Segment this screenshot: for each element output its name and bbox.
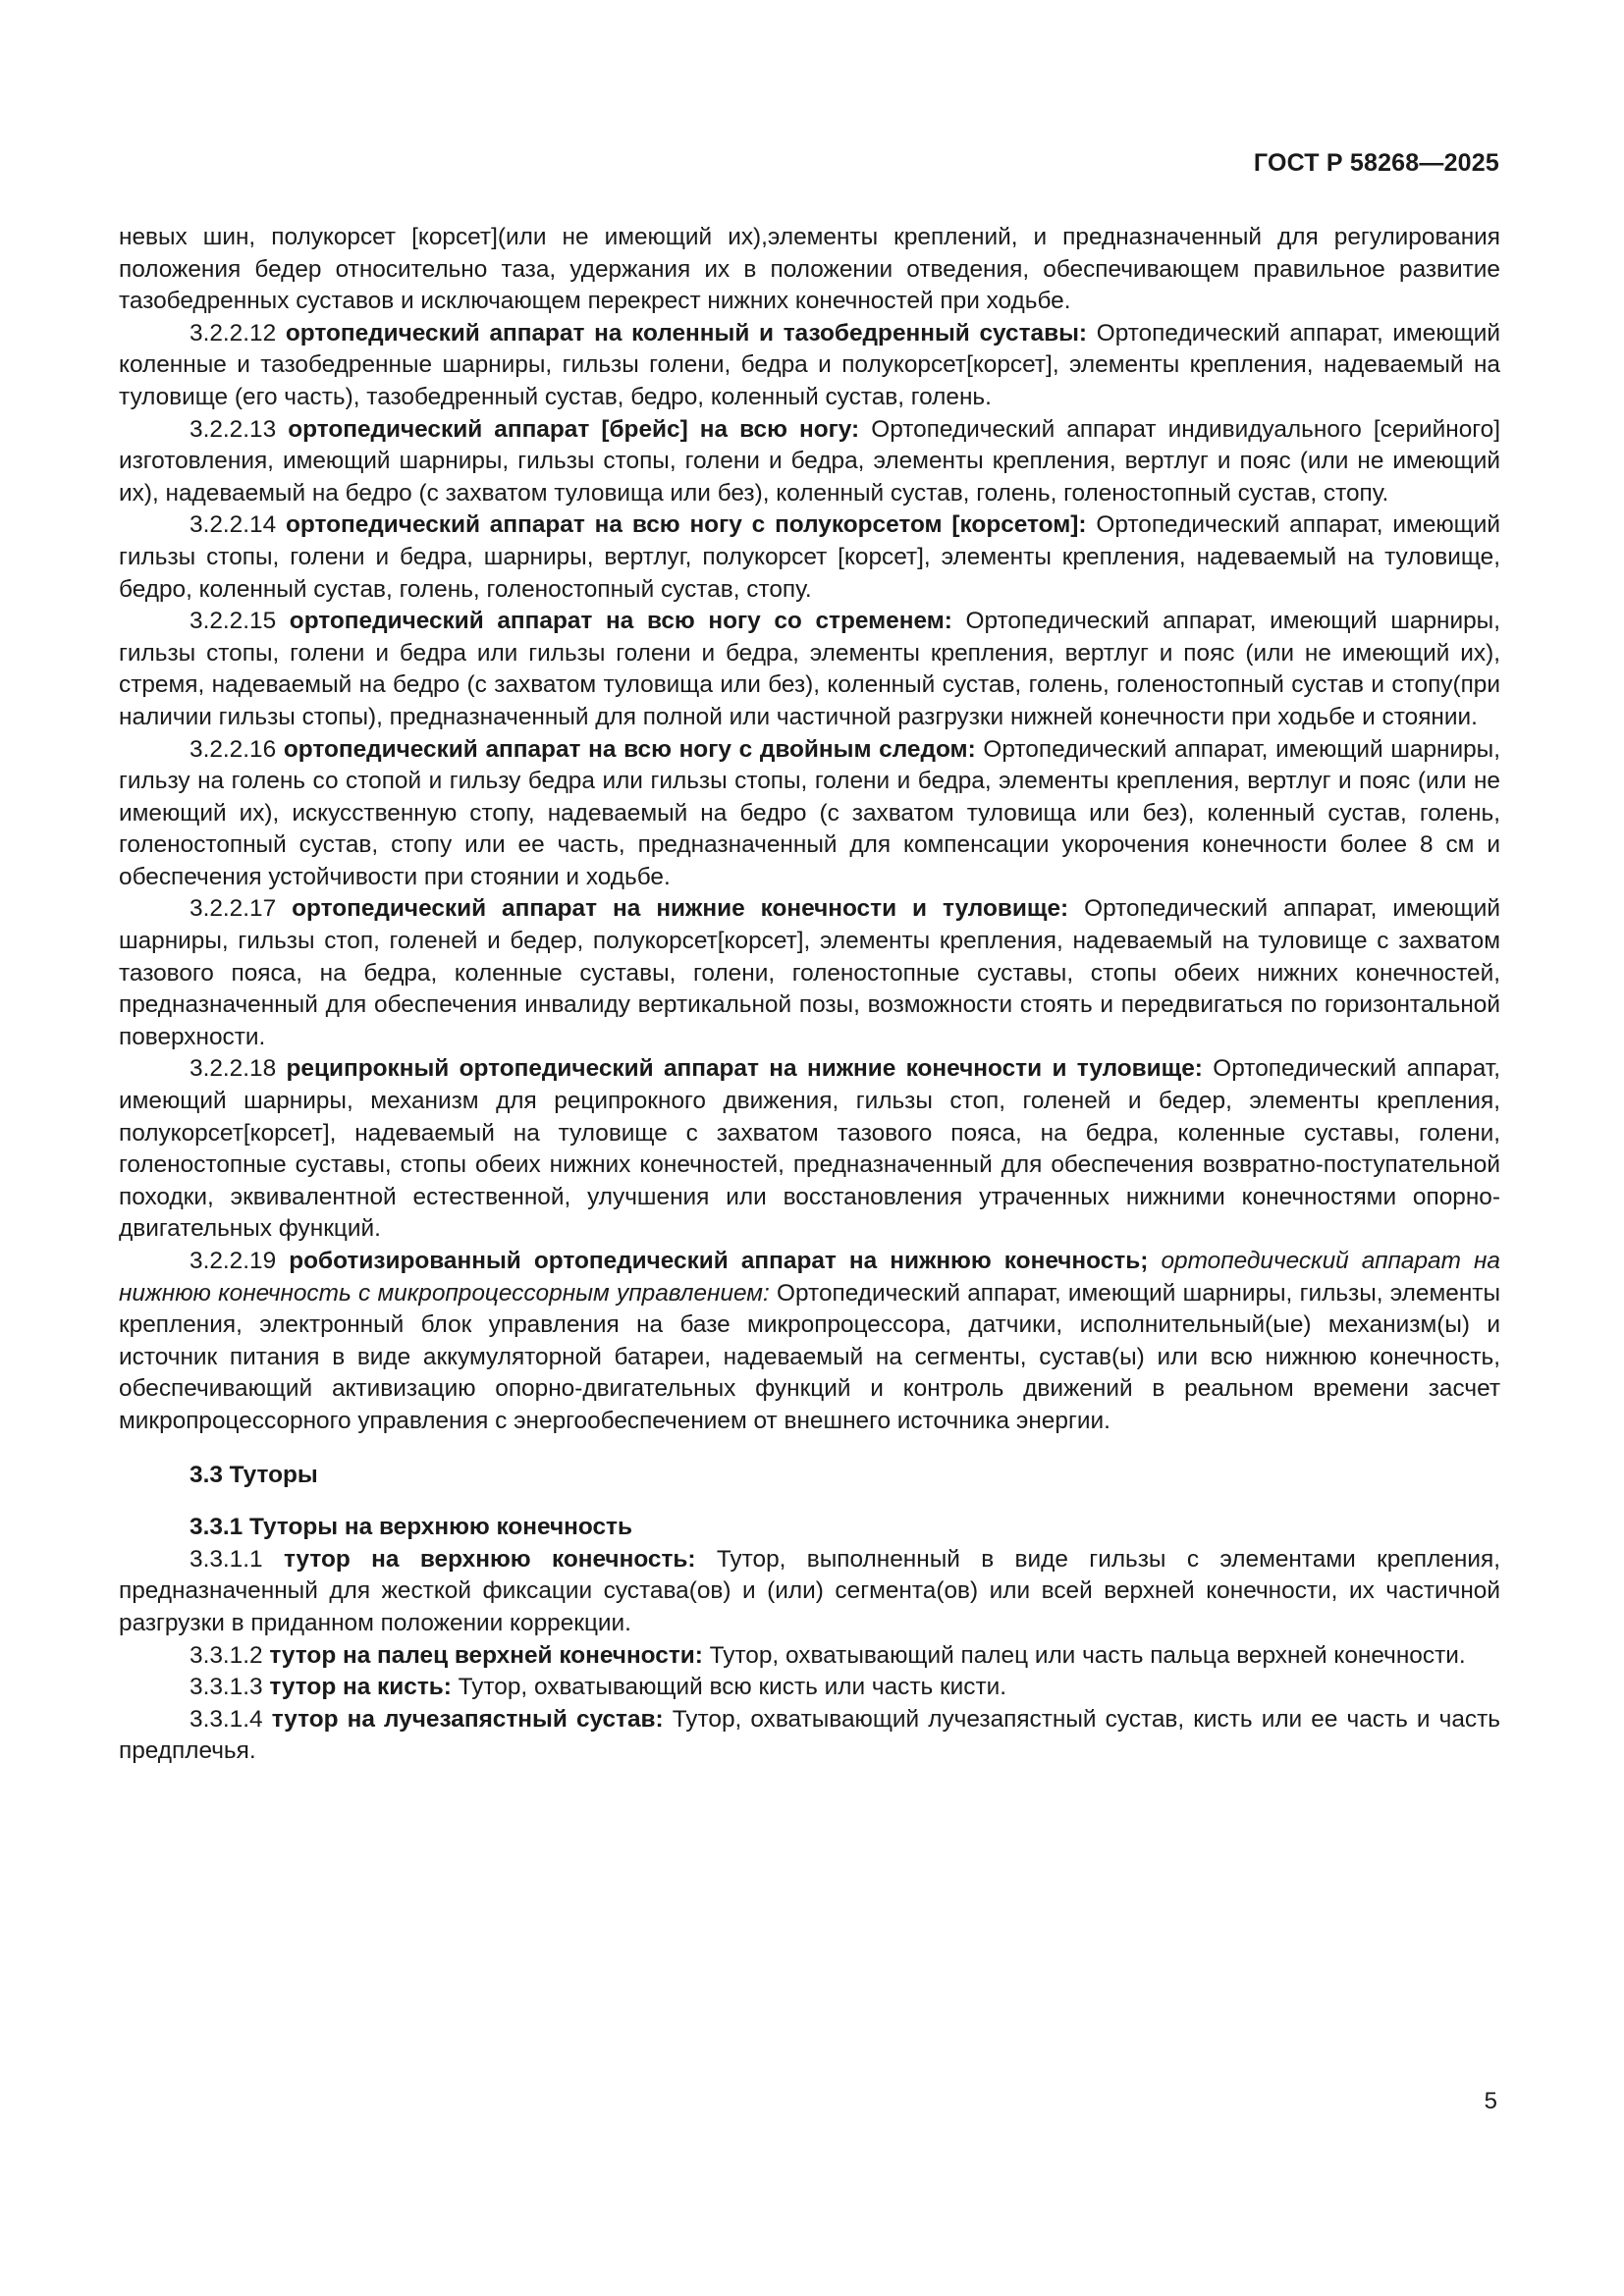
entry-definition: Ортопедический аппарат, имеющий гильзы стопы, голени и бедра, шарниры, вертлуг, полукорсет [корсет], элементы крепления, надеваемый на туловище, бедро, коленный сустав, голень, голеностопный сустав, стопу. xyxy=(119,511,1500,603)
entry-term: тутор на верхнюю конечность: xyxy=(283,1545,696,1573)
entry-number: 3.2.2.13 xyxy=(189,415,277,443)
entry-term: тутор на лучезапястный сустав: xyxy=(271,1705,664,1733)
term-entry-3-2-2-17 xyxy=(119,893,1500,1053)
document-code-header: ГОСТ Р 58268—2025 xyxy=(1253,149,1499,177)
entry-definition: Ортопедический аппарат, имеющий шарниры, гильзы стопы, голени и бедра или гильзы голени и бедра, элементы крепления, вертлуг и пояс (или не имеющий их), стремя, надеваемый на бедро (с захватом туловища или без), коленный сустав, голень, голеностопный сустав и стопу(при наличии гильзы стопы), предназначенный для полной или частичной разгрузки нижней конечности при ходьбе и стоянии. xyxy=(119,608,1500,730)
term-entry-3-3-1-1 xyxy=(119,1544,1500,1640)
entry-definition: Ортопедический аппарат, имеющий шарниры, гильзы, элементы крепления, электронный блок управления на базе микропроцессора, датчики, исполнительный(ые) механизм(ы) и источник питания в виде аккумуляторной батареи, надеваемый на сегменты, сустав(ы) или всю нижнюю конечность, обеспечивающий активизацию опорно-двигательных функций и контроль движений в реальном времени засчет микропроцессорного управления с энергообеспечением от внешнего источника энергии. xyxy=(119,1279,1500,1434)
term-entry-3-2-2-15 xyxy=(119,606,1500,733)
entry-number: 3.2.2.14 xyxy=(189,511,277,539)
entry-number: 3.3.1.1 xyxy=(189,1545,263,1573)
term-entry-3-2-2-16 xyxy=(119,734,1500,894)
document-body xyxy=(119,222,1500,1768)
continuation-paragraph: невых шин, полукорсет [корсет](или не имеющий их),элементы креплений, и предназначенный для регулирования положения бедер относительно таза, удержания их в положении отведения, обеспечивающем правильное развитие тазобедренных суставов и исключающем перекрест нижних конечностей при ходьбе. xyxy=(119,224,1500,315)
subsection-heading-3-3-1: 3.3.1 Туторы на верхнюю конечность xyxy=(189,1514,632,1541)
entry-number: 3.3.1.2 xyxy=(189,1641,263,1669)
entry-term: ортопедический аппарат на нижние конечности и туловище: xyxy=(292,895,1069,923)
entry-definition: Ортопедический аппарат, имеющий шарниры, механизм для реципрокного движения, гильзы стоп, голеней и бедер, элементы крепления, полукорсет[корсет], надеваемый на туловище с захватом тазового пояса, на бедра, коленные суставы, голени, голеностопные суставы, стопы обеих нижних конечностей, предназначенный для обеспечения возвратно-поступательной походки, эквивалентной естественной, улучшения или восстановления утраченных нижними конечностями опорно-двигательных функций. xyxy=(119,1055,1500,1243)
entry-definition: Ортопедический аппарат индивидуального [серийного] изготовления, имеющий шарниры, гильзы стопы, голени и бедра, элементы крепления, вертлуг и пояс (или не имеющий их), надеваемый на бедро (с захватом туловища или без), коленный сустав, голень, голеностопный сустав, стопу. xyxy=(119,415,1500,507)
term-entry-3-2-2-18 xyxy=(119,1053,1500,1246)
entry-term: ортопедический аппарат на коленный и тазобедренный суставы: xyxy=(285,319,1088,347)
term-entry-3-3-1-3 xyxy=(119,1672,1500,1704)
entry-number: 3.2.2.12 xyxy=(189,319,277,347)
entry-number: 3.2.2.17 xyxy=(189,895,277,923)
term-entry-3-2-2-13 xyxy=(119,414,1500,510)
entry-definition: Ортопедический аппарат, имеющий коленные и тазобедренные шарниры, гильзы голени, бедра и полукорсет[корсет], элементы крепления, надеваемый на туловище (его часть), тазобедренный сустав, бедро, коленный сустав, голень. xyxy=(119,319,1500,410)
entry-alternate-term: ортопедический аппарат на нижнюю конечность с микропроцессорным управлением: xyxy=(119,1248,1500,1307)
entry-term: ортопедический аппарат [брейс] на всю ногу: xyxy=(288,415,860,443)
term-entry-3-2-2-12 xyxy=(119,318,1500,414)
entry-number: 3.3.1.3 xyxy=(189,1674,263,1701)
entry-number: 3.3.1.4 xyxy=(189,1705,263,1733)
term-entry-3-3-1-4 xyxy=(119,1704,1500,1768)
entry-number: 3.2.2.16 xyxy=(189,735,277,763)
section-heading-3-3: 3.3 Туторы xyxy=(189,1461,318,1488)
entry-definition: Тутор, выполненный в виде гильзы с элементами крепления, предназначенный для жесткой фиксации сустава(ов) и (или) сегмента(ов) или всей верхней конечности, их частичной разгрузки в приданном положении коррекции. xyxy=(119,1545,1500,1636)
entry-term: реципрокный ортопедический аппарат на нижние конечности и туловище: xyxy=(286,1055,1203,1083)
entry-number: 3.2.2.15 xyxy=(189,608,277,635)
entry-term: тутор на палец верхней конечности: xyxy=(269,1641,703,1669)
entry-definition: Тутор, охватывающий лучезапястный сустав, кисть или ее часть и часть предплечья. xyxy=(119,1705,1500,1765)
entry-number: 3.2.2.18 xyxy=(189,1055,277,1083)
entry-term: роботизированный ортопедический аппарат на нижнюю конечность; xyxy=(289,1248,1149,1274)
entry-number: 3.2.2.19 xyxy=(189,1248,277,1274)
term-entry-3-3-1-2 xyxy=(119,1640,1500,1673)
entry-definition: Ортопедический аппарат, имеющий шарниры, гильзы стоп, голеней и бедер, полукорсет[корсет], элементы крепления, надеваемый на туловище с захватом тазового пояса, на бедра, коленные суставы, голени, голеностопные суставы, стопы обеих нижних конечностей, предназначенный для обеспечения инвалиду вертикальной позы, возможности стоять и передвигаться по горизонтальной поверхности. xyxy=(119,895,1500,1050)
term-entry-3-2-2-14 xyxy=(119,509,1500,606)
entry-term: ортопедический аппарат на всю ногу с двойным следом: xyxy=(283,735,976,763)
entry-definition: Тутор, охватывающий палец или часть пальца верхней конечности. xyxy=(702,1641,1466,1669)
entry-term: ортопедический аппарат на всю ногу со стременем: xyxy=(289,608,952,635)
entry-term: ортопедический аппарат на всю ногу с полукорсетом [корсетом]: xyxy=(286,511,1087,539)
page-number: 5 xyxy=(1484,2088,1497,2114)
term-entry-3-2-2-19 xyxy=(119,1246,1500,1438)
entry-definition: Ортопедический аппарат, имеющий шарниры, гильзу на голень со стопой и гильзу бедра или гильзы стопы, голени и бедра, элементы крепления, вертлуг и пояс (или не имеющий их), искусственную стопу, надеваемый на бедро (с захватом туловища или без), коленный сустав, голень, голеностопный сустав, стопу или ее часть, предназначенный для компенсации укорочения конечности более 8 см и обеспечения устойчивости при стоянии и ходьбе. xyxy=(119,735,1500,890)
entry-term: тутор на кисть: xyxy=(269,1674,452,1701)
entry-definition: Тутор, охватывающий всю кисть или часть кисти. xyxy=(451,1674,1007,1701)
